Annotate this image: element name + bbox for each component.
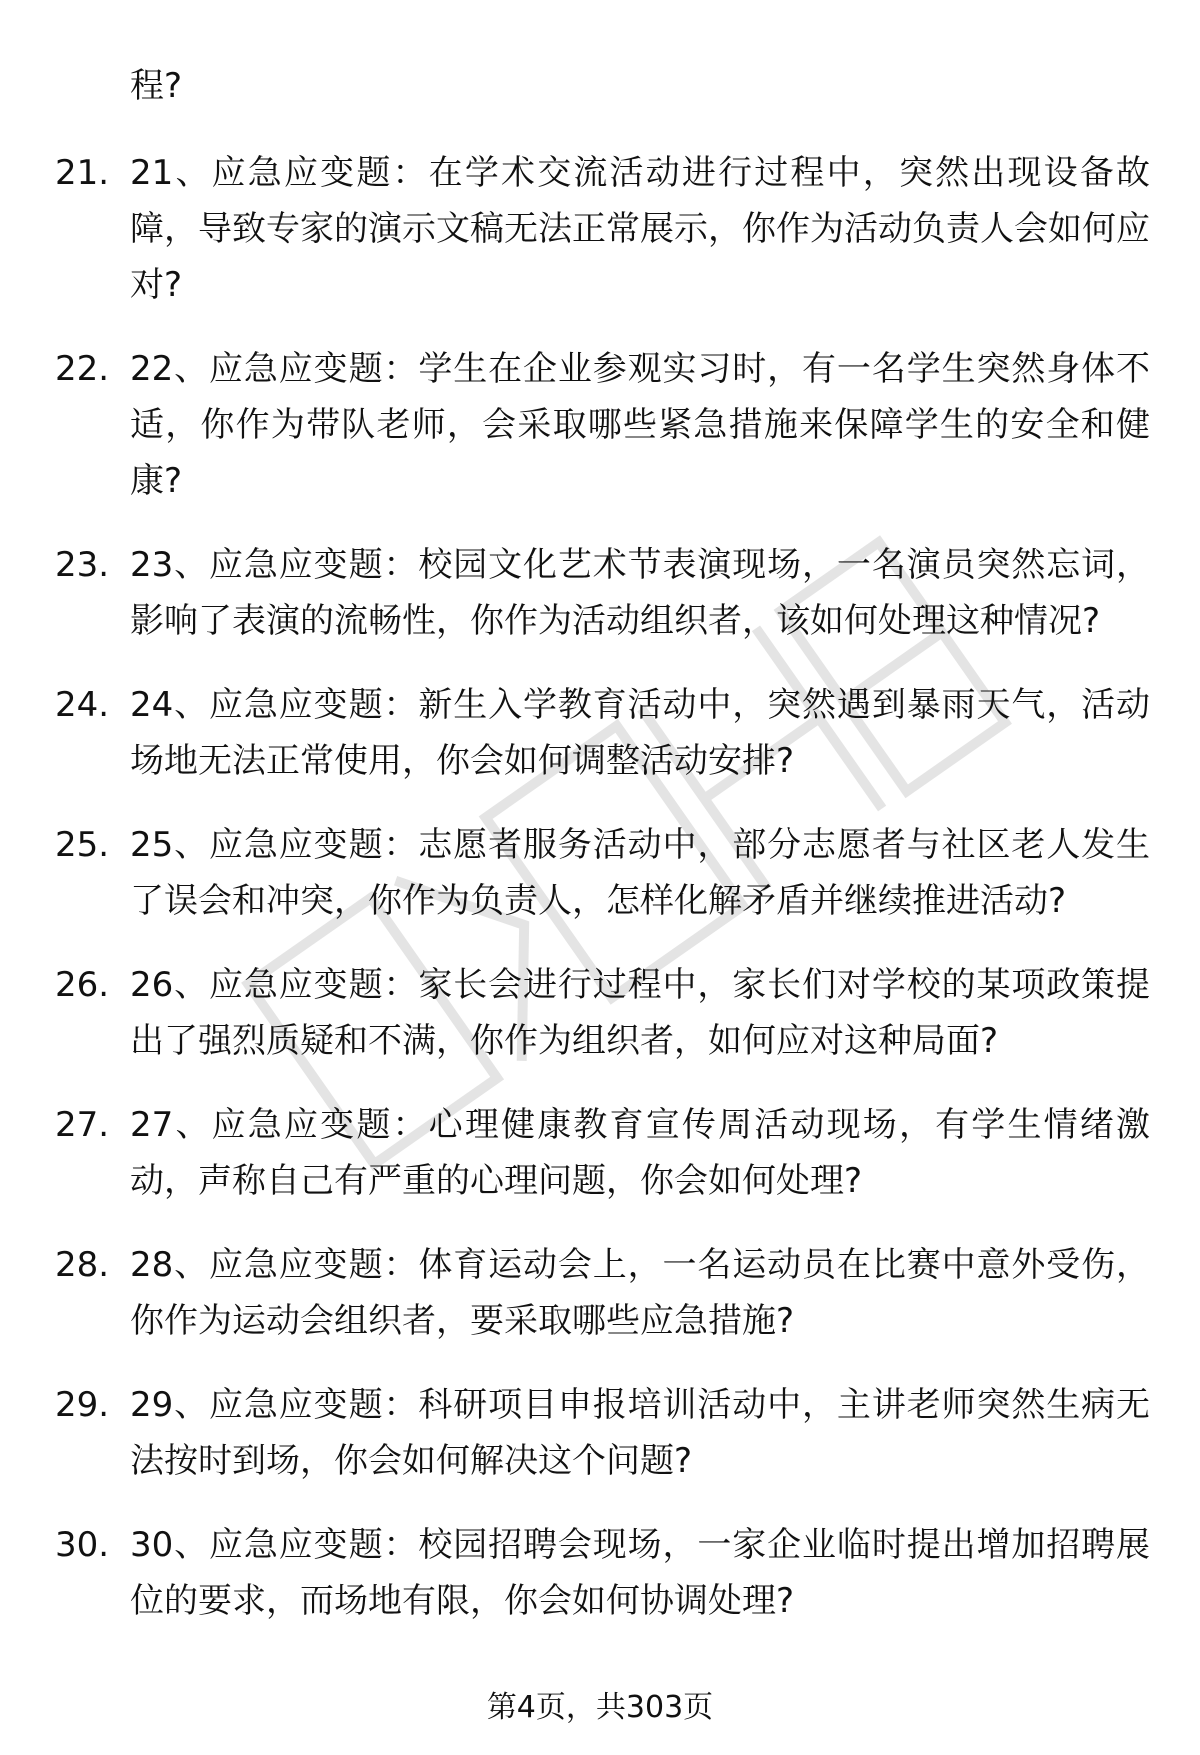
- list-item-number: 22.: [55, 349, 110, 389]
- list-item: [0, 1517, 1200, 1629]
- list-item-text: 22、应急应变题：学生在企业参观实习时，有一名学生突然身体不适，你作为带队老师，会采取哪些紧急措施来保障学生的安全和健康?: [130, 349, 1150, 501]
- list-item-number: 30.: [55, 1525, 110, 1565]
- list-item: [0, 1377, 1200, 1489]
- list-item: [0, 341, 1200, 509]
- list-item-number: 23.: [55, 545, 110, 585]
- question-list: [0, 145, 1200, 1657]
- list-item-text: 25、应急应变题：志愿者服务活动中，部分志愿者与社区老人发生了误会和冲突，你作为负责人，怎样化解矛盾并继续推进活动?: [130, 825, 1150, 921]
- list-item-number: 25.: [55, 825, 110, 865]
- list-item: [0, 537, 1200, 649]
- list-item: [0, 1097, 1200, 1209]
- list-item-text: 21、应急应变题：在学术交流活动进行过程中，突然出现设备故障，导致专家的演示文稿无法正常展示，你作为活动负责人会如何应对?: [130, 153, 1150, 305]
- list-item-text: 23、应急应变题：校园文化艺术节表演现场，一名演员突然忘词，影响了表演的流畅性，你作为活动组织者，该如何处理这种情况?: [130, 545, 1150, 641]
- list-item-text: 27、应急应变题：心理健康教育宣传周活动现场，有学生情绪激动，声称自己有严重的心理问题，你会如何处理?: [130, 1105, 1150, 1201]
- list-item: [0, 817, 1200, 929]
- list-item-number: 26.: [55, 965, 110, 1005]
- list-item-text: 24、应急应变题：新生入学教育活动中，突然遇到暴雨天气，活动场地无法正常使用，你会如何调整活动安排?: [130, 685, 1150, 781]
- list-item-text: 29、应急应变题：科研项目申报培训活动中，主讲老师突然生病无法按时到场，你会如何解决这个问题?: [130, 1385, 1150, 1481]
- list-item: [0, 677, 1200, 789]
- carry-over-text: 程?: [130, 66, 183, 106]
- list-item: [0, 145, 1200, 313]
- list-item-text: 26、应急应变题：家长会进行过程中，家长们对学校的某项政策提出了强烈质疑和不满，你作为组织者，如何应对这种局面?: [130, 965, 1150, 1061]
- list-item-number: 24.: [55, 685, 110, 725]
- list-item-number: 28.: [55, 1245, 110, 1285]
- list-item-number: 27.: [55, 1105, 110, 1145]
- list-item-text: 28、应急应变题：体育运动会上，一名运动员在比赛中意外受伤，你作为运动会组织者，要采取哪些应急措施?: [130, 1245, 1150, 1341]
- page-footer: 第4页，共303页: [486, 1690, 714, 1725]
- list-item-number: 21.: [55, 153, 110, 193]
- list-item: [0, 1237, 1200, 1349]
- list-item: [0, 957, 1200, 1069]
- list-item-text: 30、应急应变题：校园招聘会现场，一家企业临时提出增加招聘展位的要求，而场地有限，你会如何协调处理?: [130, 1525, 1150, 1621]
- list-item-number: 29.: [55, 1385, 110, 1425]
